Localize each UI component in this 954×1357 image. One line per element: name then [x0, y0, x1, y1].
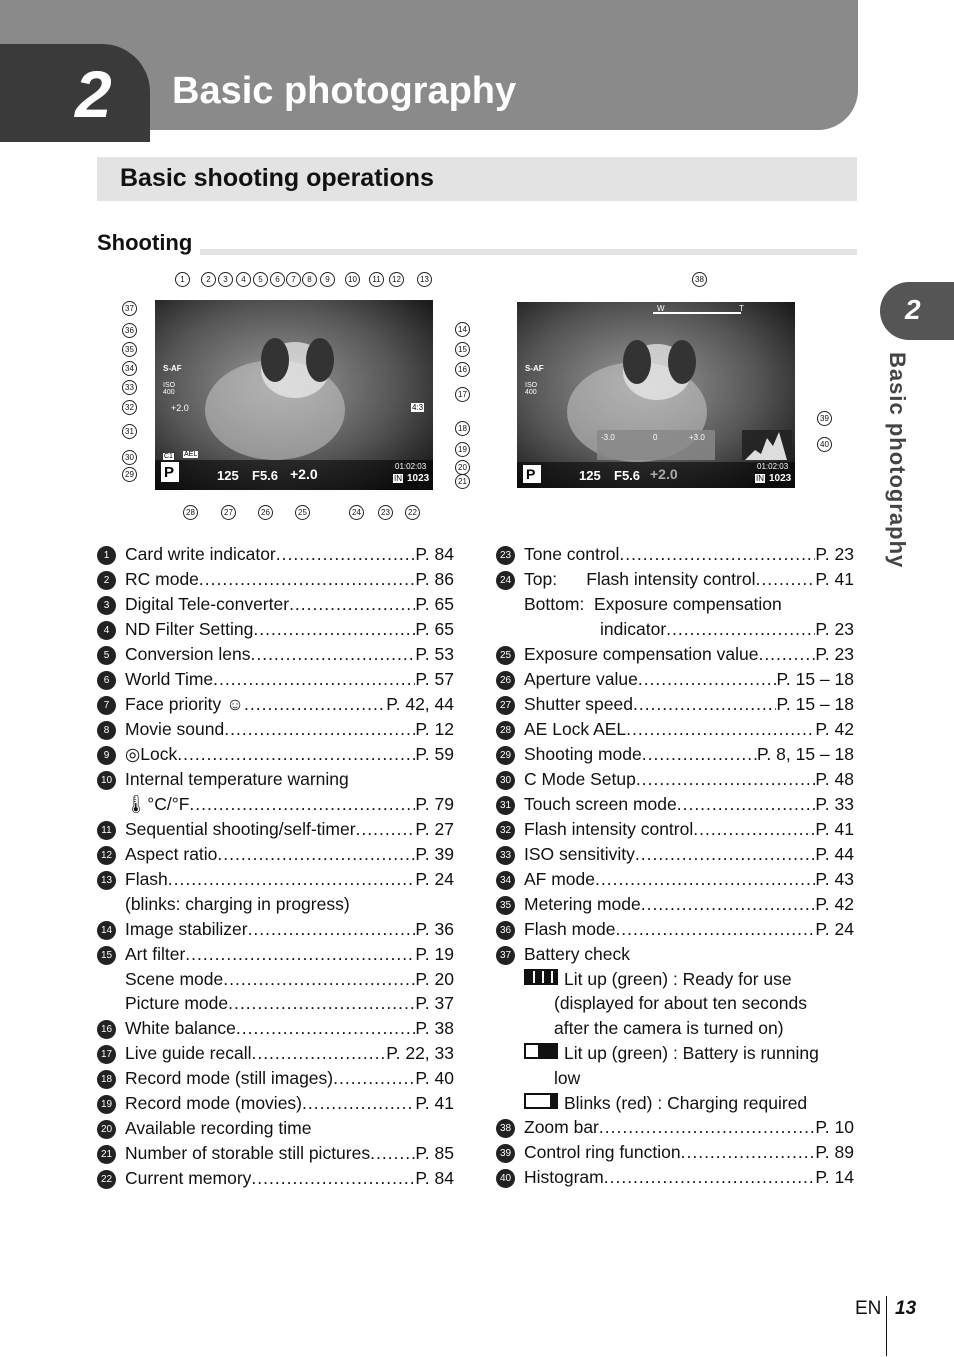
- legend-list-left: [97, 542, 454, 1191]
- list-item: 29 Shooting mode ..... P. 8, 15 – 18: [496, 742, 854, 767]
- list-item: 26 Aperture value ..... P. 15 – 18: [496, 667, 854, 692]
- battery-note-cont: after the camera is turned on): [554, 1018, 784, 1039]
- list-item: 24 Top: Flash intensity control ..... P. 41: [496, 567, 854, 592]
- footer-divider: [886, 1296, 887, 1356]
- left-time: 01:02:03: [395, 462, 427, 471]
- camera-screen-right: [517, 302, 795, 488]
- screen-left-photo: [155, 300, 433, 490]
- battery-note-cont: low: [554, 1067, 581, 1088]
- list-item: 34 AF mode ..... P. 43: [496, 867, 854, 892]
- right-mode: P: [526, 466, 536, 482]
- list-item: 30 C Mode Setup ..... P. 48: [496, 767, 854, 792]
- list-item: 14 Image stabilizer ..... P. 36: [97, 917, 454, 942]
- right-iso: ISO 400: [525, 382, 538, 396]
- left-flash-comp: +2.0: [171, 403, 189, 413]
- right-dial-left: -3.0: [601, 433, 615, 442]
- list-item: 27 Shutter speed ..... P. 15 – 18: [496, 692, 854, 717]
- list-item: 13 Flash ..... P. 24: [97, 867, 454, 892]
- right-aperture: F5.6: [614, 468, 641, 483]
- list-item: 6 World Time ..... P. 57: [97, 667, 454, 692]
- list-item: 20 Available recording time: [97, 1116, 454, 1141]
- left-ael: AEL: [184, 451, 198, 458]
- list-item: 25 Exposure compensation value ..... P. 23: [496, 642, 854, 667]
- camera-screen-left: [155, 300, 433, 490]
- list-item: 40 Histogram ..... P. 14: [496, 1165, 854, 1190]
- chapter-number: 2: [75, 57, 112, 131]
- list-item: 15 Art filter ..... P. 19: [97, 942, 454, 967]
- footer-language: EN: [855, 1298, 882, 1319]
- list-item: 39 Control ring function ..... P. 89: [496, 1140, 854, 1165]
- left-iso: ISO 400: [163, 382, 176, 396]
- list-item: 33 ISO sensitivity ..... P. 44: [496, 842, 854, 867]
- list-item: 5 Conversion lens ..... P. 53: [97, 642, 454, 667]
- list-item: 2 RC mode ..... P. 86: [97, 567, 454, 592]
- right-memory: IN: [756, 474, 764, 483]
- right-zoom-t: T: [739, 304, 744, 313]
- battery-note: Lit up (green) : Battery is running: [496, 1041, 854, 1066]
- left-mode: P: [164, 464, 175, 481]
- legend-list-right: [496, 542, 854, 1190]
- chapter-title: Basic photography: [172, 70, 517, 112]
- list-item: 32 Flash intensity control ..... P. 41: [496, 817, 854, 842]
- screen-right-photo: [517, 302, 795, 488]
- list-item: 9 ◎Lock ..... P. 59: [97, 742, 454, 767]
- list-item: 21 Number of storable still pictures ..... P. 85: [97, 1141, 454, 1166]
- left-shutter: 125: [217, 468, 239, 483]
- battery-note-cont: (displayed for about ten seconds: [554, 993, 807, 1014]
- list-item: Picture mode ..... P. 37: [97, 991, 454, 1016]
- list-item: 23 Tone control ..... P. 23: [496, 542, 854, 567]
- list-item: 1 Card write indicator ..... P. 84: [97, 542, 454, 567]
- list-item: indicator ..... P. 23: [496, 617, 854, 642]
- list-item: 18 Record mode (still images) ..... P. 40: [97, 1066, 454, 1091]
- left-memory: IN: [394, 474, 402, 483]
- list-item: 17 Live guide recall ..... P. 22, 33: [97, 1041, 454, 1066]
- list-item: Scene mode ..... P. 20: [97, 967, 454, 992]
- list-item: 3 Digital Tele-converter ..... P. 65: [97, 592, 454, 617]
- battery-note: Lit up (green) : Ready for use: [496, 967, 854, 992]
- list-item: 10 Internal temperature warning: [97, 767, 454, 792]
- list-item: 7 Face priority ☺ ..... P. 42, 44: [97, 692, 454, 717]
- list-item: 4 ND Filter Setting ..... P. 65: [97, 617, 454, 642]
- list-item: 38 Zoom bar ..... P. 10: [496, 1115, 854, 1140]
- list-item: 22 Current memory ..... P. 84: [97, 1166, 454, 1191]
- right-shutter: 125: [579, 468, 601, 483]
- right-exp-comp: +2.0: [650, 466, 678, 482]
- right-count: 1023: [769, 473, 792, 484]
- battery-note: Blinks (red) : Charging required: [496, 1091, 854, 1116]
- list-item: 28 AE Lock AEL ..... P. 42: [496, 717, 854, 742]
- list-item: 31 Touch screen mode ..... P. 33: [496, 792, 854, 817]
- left-count: 1023: [407, 473, 430, 484]
- battery-empty-icon: [524, 1093, 558, 1109]
- list-item: 12 Aspect ratio ..... P. 39: [97, 842, 454, 867]
- section-title: Basic shooting operations: [120, 164, 434, 192]
- left-aspect: 4:3: [412, 403, 424, 412]
- subsection-rule: [200, 249, 857, 255]
- subsection-title: Shooting: [97, 230, 193, 255]
- side-tab-number: 2: [905, 294, 921, 325]
- left-exp-comp: +2.0: [290, 466, 318, 482]
- list-item: 🌡°C/°F ..... P. 79: [97, 792, 454, 817]
- battery-half-icon: [524, 1043, 558, 1059]
- side-tab-text: Basic photography: [885, 352, 910, 569]
- right-time: 01:02:03: [757, 462, 789, 471]
- right-dial-mid: 0: [653, 433, 658, 442]
- footer-page-number: 13: [895, 1298, 917, 1319]
- list-item: 16 White balance ..... P. 38: [97, 1016, 454, 1041]
- list-item: 36 Flash mode ..... P. 24: [496, 917, 854, 942]
- list-item: 11 Sequential shooting/self-timer ..... P. 27: [97, 817, 454, 842]
- list-item: 8 Movie sound ..... P. 12: [97, 717, 454, 742]
- list-item: Bottom: Exposure compensation: [524, 594, 782, 614]
- right-dial-right: +3.0: [689, 433, 705, 442]
- left-aperture: F5.6: [252, 468, 279, 483]
- list-item: 19 Record mode (movies) ..... P. 41: [97, 1091, 454, 1116]
- left-cmode: C1: [164, 453, 173, 460]
- list-item: (blinks: charging in progress): [125, 893, 350, 914]
- right-af: S-AF: [525, 364, 544, 373]
- right-zoom-w: W: [657, 304, 665, 313]
- list-item: 37 Battery check: [496, 942, 854, 967]
- left-af: S-AF: [163, 364, 182, 373]
- battery-full-icon: [524, 969, 558, 985]
- list-item: 35 Metering mode ..... P. 42: [496, 892, 854, 917]
